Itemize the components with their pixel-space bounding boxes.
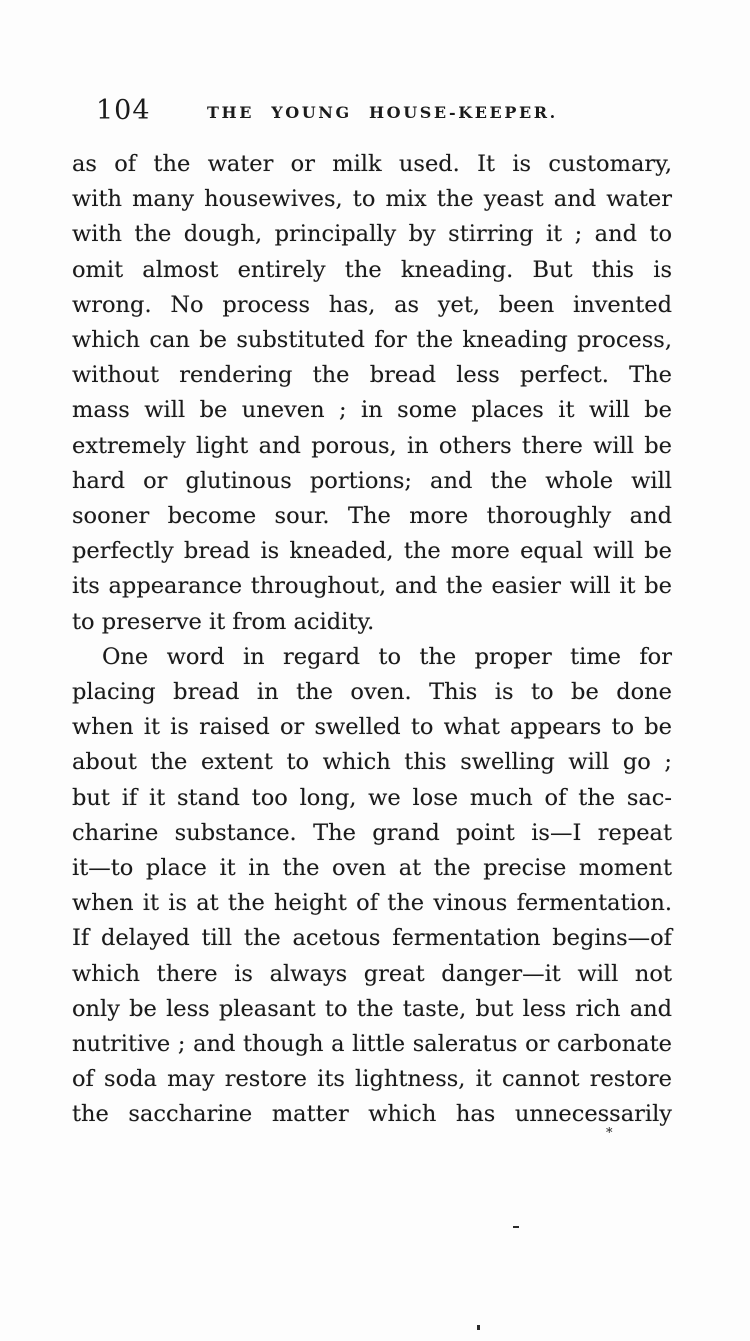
text-line: which can be substituted for the kneading process, — [72, 327, 672, 354]
text-line: placing bread in the oven. This is to be done — [72, 679, 672, 706]
text-line: to preserve it from acidity. — [72, 608, 375, 635]
asterisk-speck: * — [606, 1126, 613, 1141]
text-line: but if it stand too long, we lose much of the sac- — [72, 784, 672, 811]
dash-speck — [513, 1226, 519, 1228]
text-line: One word in regard to the proper time for — [102, 643, 672, 670]
text-line: it—to place it in the oven at the precise moment — [72, 855, 672, 882]
text-line: extremely light and porous, in others there will be — [72, 432, 672, 459]
running-title: THE YOUNG HOUSE-KEEPER. — [207, 103, 558, 122]
text-line: of soda may restore its lightness, it cannot restore — [72, 1066, 672, 1093]
text-line: only be less pleasant to the taste, but less rich and — [72, 995, 672, 1022]
text-line: which there is always great danger—it will not — [72, 960, 672, 987]
text-line: If delayed till the acetous fermentation begins—of — [72, 925, 672, 952]
text-line: with many housewives, to mix the yeast and water — [72, 186, 672, 213]
paragraph — [72, 147, 672, 640]
page-text — [72, 147, 672, 1133]
page-number: 104 — [96, 95, 151, 126]
text-line: when it is raised or swelled to what appears to be — [72, 714, 672, 741]
dot-speck — [477, 1325, 480, 1330]
text-line: sooner become sour. The more thoroughly and — [72, 503, 672, 530]
text-line: omit almost entirely the kneading. But this is — [72, 256, 672, 283]
text-line: about the extent to which this swelling will go ; — [72, 749, 672, 776]
text-line: as of the water or milk used. It is customary, — [72, 151, 672, 177]
text-line: hard or glutinous portions; and the whole will — [72, 467, 672, 494]
text-line: the saccharine matter which has unnecessarily — [72, 1101, 672, 1128]
text-line: when it is at the height of the vinous fermentation. — [72, 890, 672, 917]
text-line: charine substance. The grand point is—I repeat — [72, 819, 672, 846]
text-line: with the dough, principally by stirring it ; and to — [72, 221, 672, 248]
text-line: wrong. No process has, as yet, been invented — [72, 291, 672, 318]
text-line: perfectly bread is kneaded, the more equal will be — [72, 538, 672, 565]
paragraph — [72, 640, 672, 1133]
text-line: without rendering the bread less perfect. The — [72, 362, 672, 389]
text-line: mass will be uneven ; in some places it will be — [72, 397, 672, 424]
text-line: its appearance throughout, and the easier will it be — [72, 573, 672, 600]
text-line: nutritive ; and though a little saleratus or carbonate — [72, 1031, 672, 1058]
